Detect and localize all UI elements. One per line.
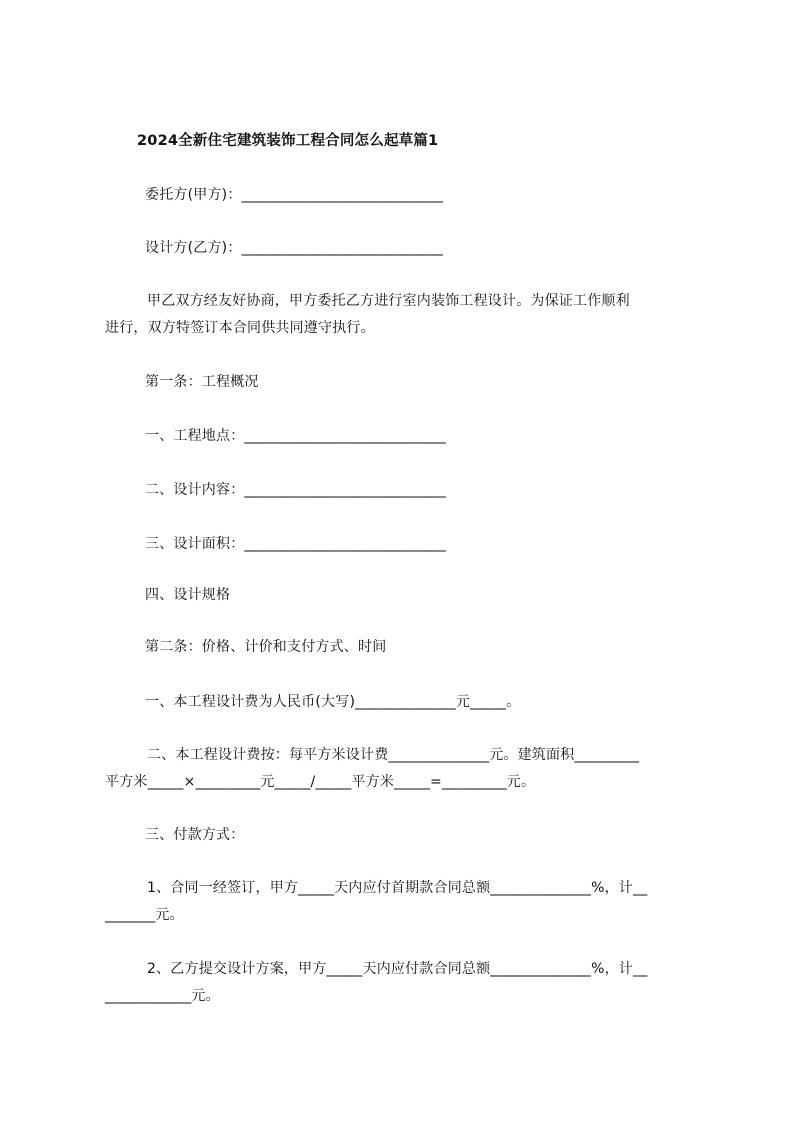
designer-party-line: 设计方(乙方)：____________________________ xyxy=(145,240,444,256)
design-spec-line: 四、设计规格 xyxy=(145,587,231,603)
intro-paragraph-line-1: 甲乙双方经友好协商，甲方委托乙方进行室内装饰工程设计。为保证工作顺利 xyxy=(147,293,630,309)
client-party-line: 委托方(甲方)：____________________________ xyxy=(145,187,444,203)
payment-1-line-1: 1、合同一经签订，甲方_____天内应付首期款合同总额______________%，计__ xyxy=(147,880,648,896)
intro-paragraph-line-2: 进行，双方特签订本合同供共同遵守执行。 xyxy=(105,320,375,336)
design-area-line: 三、设计面积：____________________________ xyxy=(145,536,446,552)
design-fee-rate-line-1: 二、本工程设计费按：每平方米设计费______________元。建筑面积_________ xyxy=(147,747,640,763)
design-content-line: 二、设计内容：____________________________ xyxy=(145,482,446,498)
payment-2-line-1: 2、乙方提交设计方案，甲方_____天内应付款合同总额______________%，计__ xyxy=(147,961,648,977)
payment-2-line-2: ____________元。 xyxy=(105,988,220,1004)
document-title: 2024全新住宅建筑装饰工程合同怎么起草篇1 xyxy=(137,133,439,149)
article-1-heading: 第一条：工程概况 xyxy=(145,374,259,390)
payment-method-heading: 三、付款方式： xyxy=(145,827,245,843)
design-fee-rate-line-2: 平方米_____×_________元_____/_____平方米_____=_________元。 xyxy=(105,774,536,790)
article-2-heading: 第二条：价格、计价和支付方式、时间 xyxy=(145,639,387,655)
design-fee-total-line: 一、本工程设计费为人民币(大写)______________元_____。 xyxy=(145,694,521,710)
payment-1-line-2: _______元。 xyxy=(105,907,184,923)
project-location-line: 一、工程地点：____________________________ xyxy=(145,428,446,444)
